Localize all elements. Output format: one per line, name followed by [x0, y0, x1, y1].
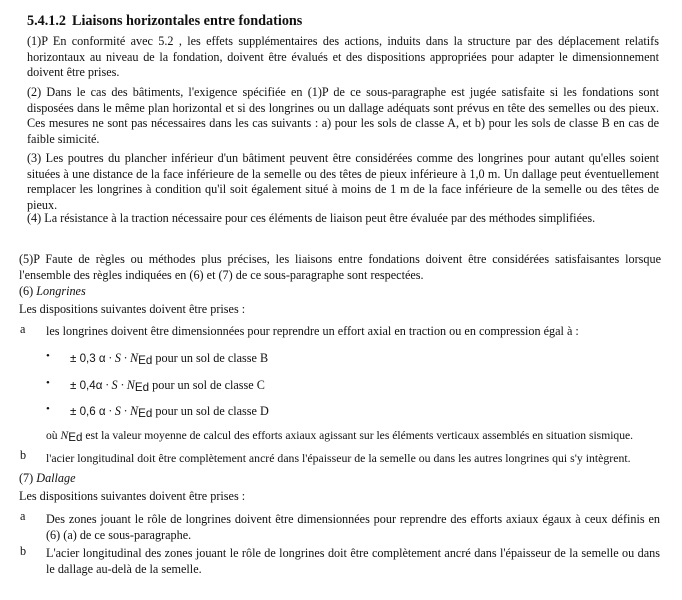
longrines-heading-title: Longrines	[36, 284, 86, 298]
ned-definition: où $N_{Ed}$ est la valeur moyenne de calcul des efforts axiaux agissant sur les éléments verticaux assemblés en situation sismique.	[46, 429, 634, 444]
longrines-item-a: les longrines doivent être dimensionnées pour reprendre un effort axial en traction ou en compression égal à :	[46, 324, 579, 338]
dallage-item-a-marker: a	[20, 509, 26, 523]
formula-class-c: ± $0,4\alpha \cdot S \cdot N_{Ed}$ pour un sol de classe C	[70, 378, 265, 394]
bullet-2: •	[46, 377, 50, 389]
paragraph-5: (5)P Faute de règles ou méthodes plus précises, les liaisons entre fondations doivent être considérées satisfaisantes lorsque l'ensemble des règles indiquées en (6) et (7) de ce sous-paragraphe sont respectées.	[19, 252, 661, 282]
formula-class-b: ± 0,3 $\alpha \cdot S \cdot N_{Ed}$ pour un sol de classe B	[70, 351, 269, 367]
dallage-heading	[19, 471, 76, 487]
paragraph-1: (1)P En conformité avec 5.2 , les effets supplémentaires des actions, induits dans la structure par des déplacement relatifs horizontaux au niveau de la fondation, doivent être évalués et des dispositions appropriées pour adapter le dimensionnement doivent être prises.	[27, 34, 659, 79]
dallage-intro: Les dispositions suivantes doivent être prises :	[19, 489, 246, 503]
section-title	[27, 12, 302, 30]
bullet-1: •	[46, 350, 50, 362]
dallage-heading-title: Dallage	[36, 471, 76, 485]
longrines-intro: Les dispositions suivantes doivent être prises :	[19, 302, 246, 316]
dallage-item-a: Des zones jouant le rôle de longrines doivent être dimensionnées pour reprendre des efforts axiaux égaux à ceux définis en (6) (a) de ce sous-paragraphe.	[46, 512, 660, 542]
paragraph-3: (3) Les poutres du plancher inférieur d'un bâtiment peuvent être considérées comme des longrines pour autant qu'elles soient situées à une distance de la face inférieure de la semelle ou des têtes de pieux inférieure à 1,0 m. Un dallage peut éventuellement remplacer les longrines à condition qu'il soit également situé à moins de 1 m de la face inférieure de la semelle ou des têtes de pieux.	[27, 151, 659, 212]
longrines-item-b: l'acier longitudinal doit être complètement ancré dans l'épaisseur de la semelle ou dans les autres longrines qui s'y intègrent.	[46, 451, 631, 465]
longrines-item-a-marker: a	[20, 322, 26, 336]
longrines-heading	[19, 284, 86, 300]
paragraph-4: (4) La résistance à la traction nécessaire pour ces éléments de liaison peut être évaluée par des méthodes simplifiées.	[27, 211, 596, 225]
longrines-heading-number: (6)	[19, 284, 34, 298]
section-heading: Liaisons horizontales entre fondations	[72, 13, 303, 29]
dallage-item-b: L'acier longitudinal des zones jouant le rôle de longrines doit être complètement ancré dans l'épaisseur de la semelle ou dans le dallage au-delà de la semelle.	[46, 546, 660, 576]
dallage-item-b-marker: b	[20, 544, 27, 558]
bullet-3: •	[46, 403, 50, 415]
section-number: 5.4.1.2	[27, 13, 67, 29]
paragraph-2: (2) Dans le cas des bâtiments, l'exigence spécifiée en (1)P de ce sous-paragraphe est jugée satisfaite si les fondations sont disposées dans le même plan horizontal et si des longrines ou un dallage adéquats sont prévus en tête des semelles ou des pieux. Ces mesures ne sont pas nécessaires dans les cas suivants : a) pour les sols de classe A, et b) pour les sols de classe B en cas de faible simicité.	[27, 85, 659, 146]
longrines-item-b-marker: b	[20, 448, 27, 462]
formula-class-d: ± 0,6 $\alpha \cdot S \cdot N_{Ed}$ pour un sol de classe D	[70, 404, 269, 420]
dallage-heading-number: (7)	[19, 471, 34, 485]
